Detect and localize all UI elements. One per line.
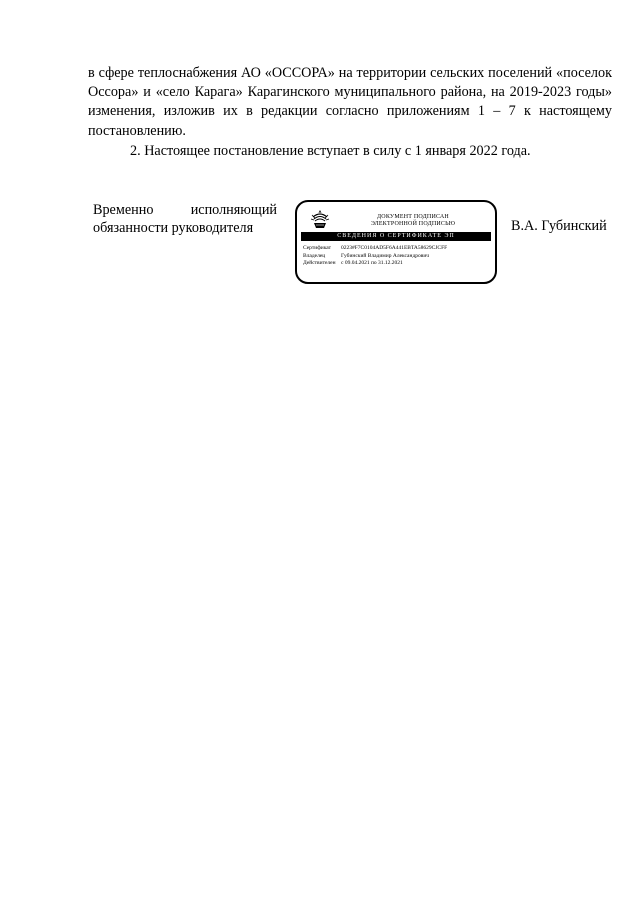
signer-title-line-1: [93, 201, 277, 219]
electronic-signature-stamp: [295, 200, 497, 284]
stamp-row-validity: [303, 260, 493, 268]
stamp-row-key: Действителен: [303, 260, 336, 266]
stamp-certificate-details: [303, 245, 493, 268]
signer-title-word-1: Временно: [93, 202, 154, 218]
stamp-header: [337, 214, 489, 228]
body-text: [88, 64, 612, 161]
stamp-row-value: Губинский Владимир Александрович: [341, 252, 430, 259]
stamp-row-key: Владелец: [303, 252, 326, 259]
stamp-certificate-bar: СВЕДЕНИЯ О СЕРТИФИКАТЕ ЭП: [301, 232, 491, 241]
coat-of-arms-icon: [309, 208, 331, 230]
stamp-row-key: Сертификат: [303, 245, 331, 251]
paragraph-continuation: в сфере теплоснабжения АО «ОССОРА» на территории сельских поселений «поселок Оссора» и «село Карага» Карагинского муниципального района, на 2019-2023 годы» изменения, изложив их в редакции согласно приложениям 1 – 7 к настоящему постановлению.: [88, 65, 612, 139]
stamp-header-line-1: ДОКУМЕНТ ПОДПИСАН: [377, 214, 449, 220]
signer-title: [93, 201, 277, 237]
stamp-row-value: 0223#F7C0104AD5F6A441EBTA58629CJCFF: [341, 245, 448, 251]
paragraph-item-2: 2. Настоящее постановление вступает в силу с 1 января 2022 года.: [130, 142, 531, 159]
signer-title-line-2: обязанности руководителя: [93, 220, 254, 236]
signer-name: В.А. Губинский: [511, 218, 607, 234]
stamp-row-owner: [303, 253, 493, 261]
stamp-row-certificate: [303, 245, 493, 253]
stamp-header-line-2: ЭЛЕКТРОННОЙ ПОДПИСЬЮ: [370, 221, 456, 227]
signer-title-word-2: исполняющий: [190, 202, 277, 218]
stamp-row-value: с 09.04.2021 по 31.12.2021: [341, 260, 403, 266]
